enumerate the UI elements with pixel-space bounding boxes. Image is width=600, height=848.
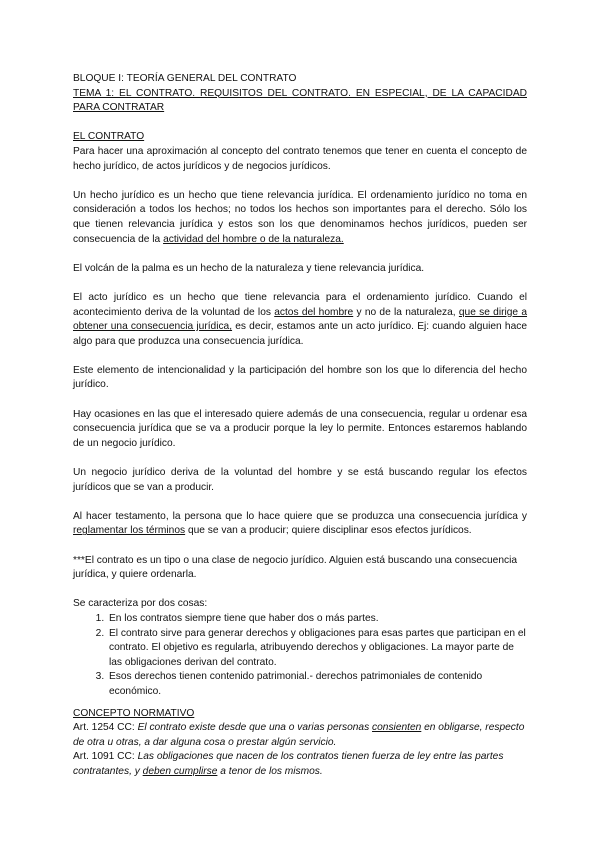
document-page [73, 72, 527, 780]
article-1091-text-a: Las obligaciones que nacen de los contratos tienen fuerza de ley entre las partes contratantes, y [73, 751, 504, 777]
paragraph-2-text: Un hecho jurídico es un hecho que tiene relevancia jurídica. El ordenamiento jurídico no toma en consideración a todos los hechos; no todos los hechos son importantes para el derecho. Sólo los que tienen relevancia jurídica y estos son los que denominamos hechos jurídicos, pueden ser consecuencia de la [73, 189, 527, 245]
paragraph-2-underline: actividad del hombre o de la naturaleza. [163, 233, 344, 245]
paragraph-3: El volcán de la palma es un hecho de la naturaleza y tiene relevancia jurídica. [73, 262, 425, 274]
article-1254-text-a: El contrato existe desde que una o varias personas [137, 722, 373, 734]
paragraph-8 [73, 510, 527, 539]
paragraph-5: Este elemento de intencionalidad y la participación del hombre son los que lo diferencia del hecho jurídico. [73, 364, 527, 391]
article-1254-label: Art. 1254 CC: [73, 722, 138, 734]
paragraph-4-text-c: es decir, estamos ante un acto jurídico. Ej: cuando alguien hace algo para que produzca una consecuencia jurídica. [73, 321, 527, 347]
article-1091-text-b: a tenor de los mismos. [217, 765, 323, 777]
paragraph-6: Hay ocasiones en las que el interesado quiere además de una consecuencia, regular u ordenar esa consecuencia jurídica que se va a producir porque la ley lo permite. Entonces estaremos hablando de un negocio jurídico. [73, 408, 527, 449]
article-1091-label: Art. 1091 CC: [73, 751, 138, 763]
paragraph-4-underline-1: actos del hombre [274, 306, 354, 318]
paragraph-4 [73, 291, 527, 349]
paragraph-8-underline: reglamentar los términos [73, 525, 186, 537]
characteristics-list [73, 612, 527, 700]
article-1254-text-b: en obligarse, respecto de otra u otras, a dar alguna cosa o prestar algún servicio. [73, 722, 525, 748]
article-1254-underline: consienten [372, 722, 422, 734]
paragraph-10: Se caracteriza por dos cosas: [73, 598, 208, 610]
article-1091-underline: deben cumplirse [142, 765, 218, 777]
paragraph-4-text-a: El acto jurídico es un hecho que tiene relevancia para el ordenamiento jurídico. Cuando el acontecimiento deriva de la voluntad de los [73, 291, 527, 318]
paragraph-8-text-b: que se van a producir; quiere disciplinar esos efectos jurídicos. [185, 525, 472, 537]
article-1254 [73, 721, 527, 750]
tema-title: TEMA 1: EL CONTRATO. REQUISITOS DEL CONTRATO. EN ESPECIAL, DE LA CAPACIDAD PARA CONTRATAR [73, 87, 527, 114]
paragraph-4-underline-2: que se dirige a obtener una consecuencia jurídica, [73, 306, 528, 333]
paragraph-9: ***El contrato es un tipo o una clase de negocio jurídico. Alguien está buscando una consecuencia jurídica, y quiere ordenarla. [73, 554, 518, 581]
section-heading-contrato: EL CONTRATO [73, 131, 145, 143]
paragraph-1: Para hacer una aproximación al concepto del contrato tenemos que tener en cuenta el concepto de hecho jurídico, de actos jurídicos y de negocios jurídicos. [73, 145, 527, 172]
paragraph-7: Un negocio jurídico deriva de la voluntad del hombre y se está buscando regular los efectos jurídicos que se van a producir. [73, 467, 527, 493]
list-item: 3. Esos derechos tienen contenido patrimonial.- derechos patrimoniales de contenido económico. [107, 670, 527, 699]
section-heading-normativo: CONCEPTO NORMATIVO [73, 707, 195, 719]
paragraph-8-text-a: Al hacer testamento, la persona que lo hace quiere que se produzca una consecuencia jurídica y [73, 510, 527, 522]
list-item: 1. En los contratos siempre tiene que haber dos o más partes. [107, 612, 527, 627]
paragraph-2 [73, 189, 527, 247]
block-title: BLOQUE I: TEORÍA GENERAL DEL CONTRATO [73, 73, 297, 84]
article-1091 [73, 750, 527, 779]
paragraph-4-text-b: y no de la naturaleza, [353, 306, 459, 318]
list-item: 2. El contrato sirve para generar derechos y obligaciones para esas partes que participan en el contrato. El objetivo es regularla, atribuyendo derechos y obligaciones. La mayor parte de las obligaciones derivan del contrato. [107, 627, 527, 671]
